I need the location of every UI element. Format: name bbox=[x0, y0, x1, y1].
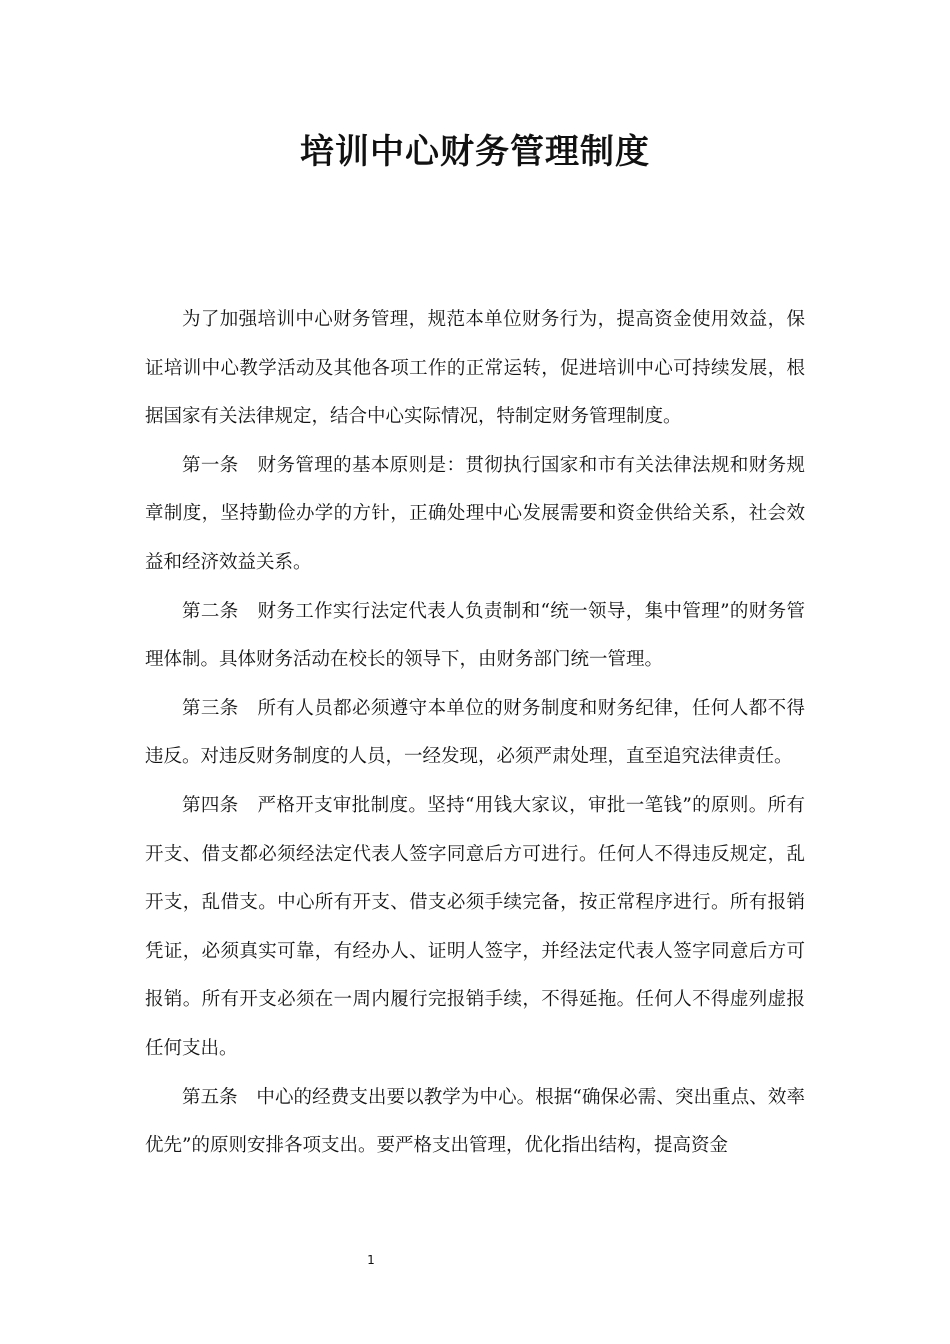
article-2-paragraph: 第二条 财务工作实行法定代表人负责制和“统一领导，集中管理”的财务管理体制。具体财务活动在校长的领导下，由财务部门统一管理。 bbox=[145, 600, 805, 671]
document-body bbox=[145, 296, 805, 1171]
article-4-paragraph: 第四条 严格开支审批制度。坚持“用钱大家议，审批一笔钱”的原则。所有开支、借支都必须经法定代表人签字同意后方可进行。任何人不得违反规定，乱开支，乱借支。中心所有开支、借支必须手续完备，按正常程序进行。所有报销凭证，必须真实可靠，有经办人、证明人签字，并经法定代表人签字同意后方可报销。所有开支必须在一周内履行完报销手续，不得延拖。任何人不得虚列虚报任何支出。 bbox=[145, 794, 805, 1059]
intro-paragraph: 为了加强培训中心财务管理，规范本单位财务行为，提高资金使用效益，保证培训中心教学活动及其他各项工作的正常运转，促进培训中心可持续发展，根据国家有关法律规定，结合中心实际情况，特制定财务管理制度。 bbox=[145, 309, 805, 428]
article-5-paragraph: 第五条 中心的经费支出要以教学为中心。根据“确保必需、突出重点、效率优先”的原则安排各项支出。要严格支出管理，优化指出结构，提高资金 bbox=[145, 1086, 805, 1157]
article-3-paragraph: 第三条 所有人员都必须遵守本单位的财务制度和财务纪律，任何人都不得违反。对违反财务制度的人员，一经发现，必须严肃处理，直至追究法律责任。 bbox=[145, 697, 805, 768]
document-title: 培训中心财务管理制度 bbox=[300, 132, 650, 172]
page-number: 1 bbox=[367, 1253, 375, 1267]
article-1-paragraph: 第一条 财务管理的基本原则是：贯彻执行国家和市有关法律法规和财务规章制度，坚持勤俭办学的方针，正确处理中心发展需要和资金供给关系，社会效益和经济效益关系。 bbox=[145, 454, 805, 573]
